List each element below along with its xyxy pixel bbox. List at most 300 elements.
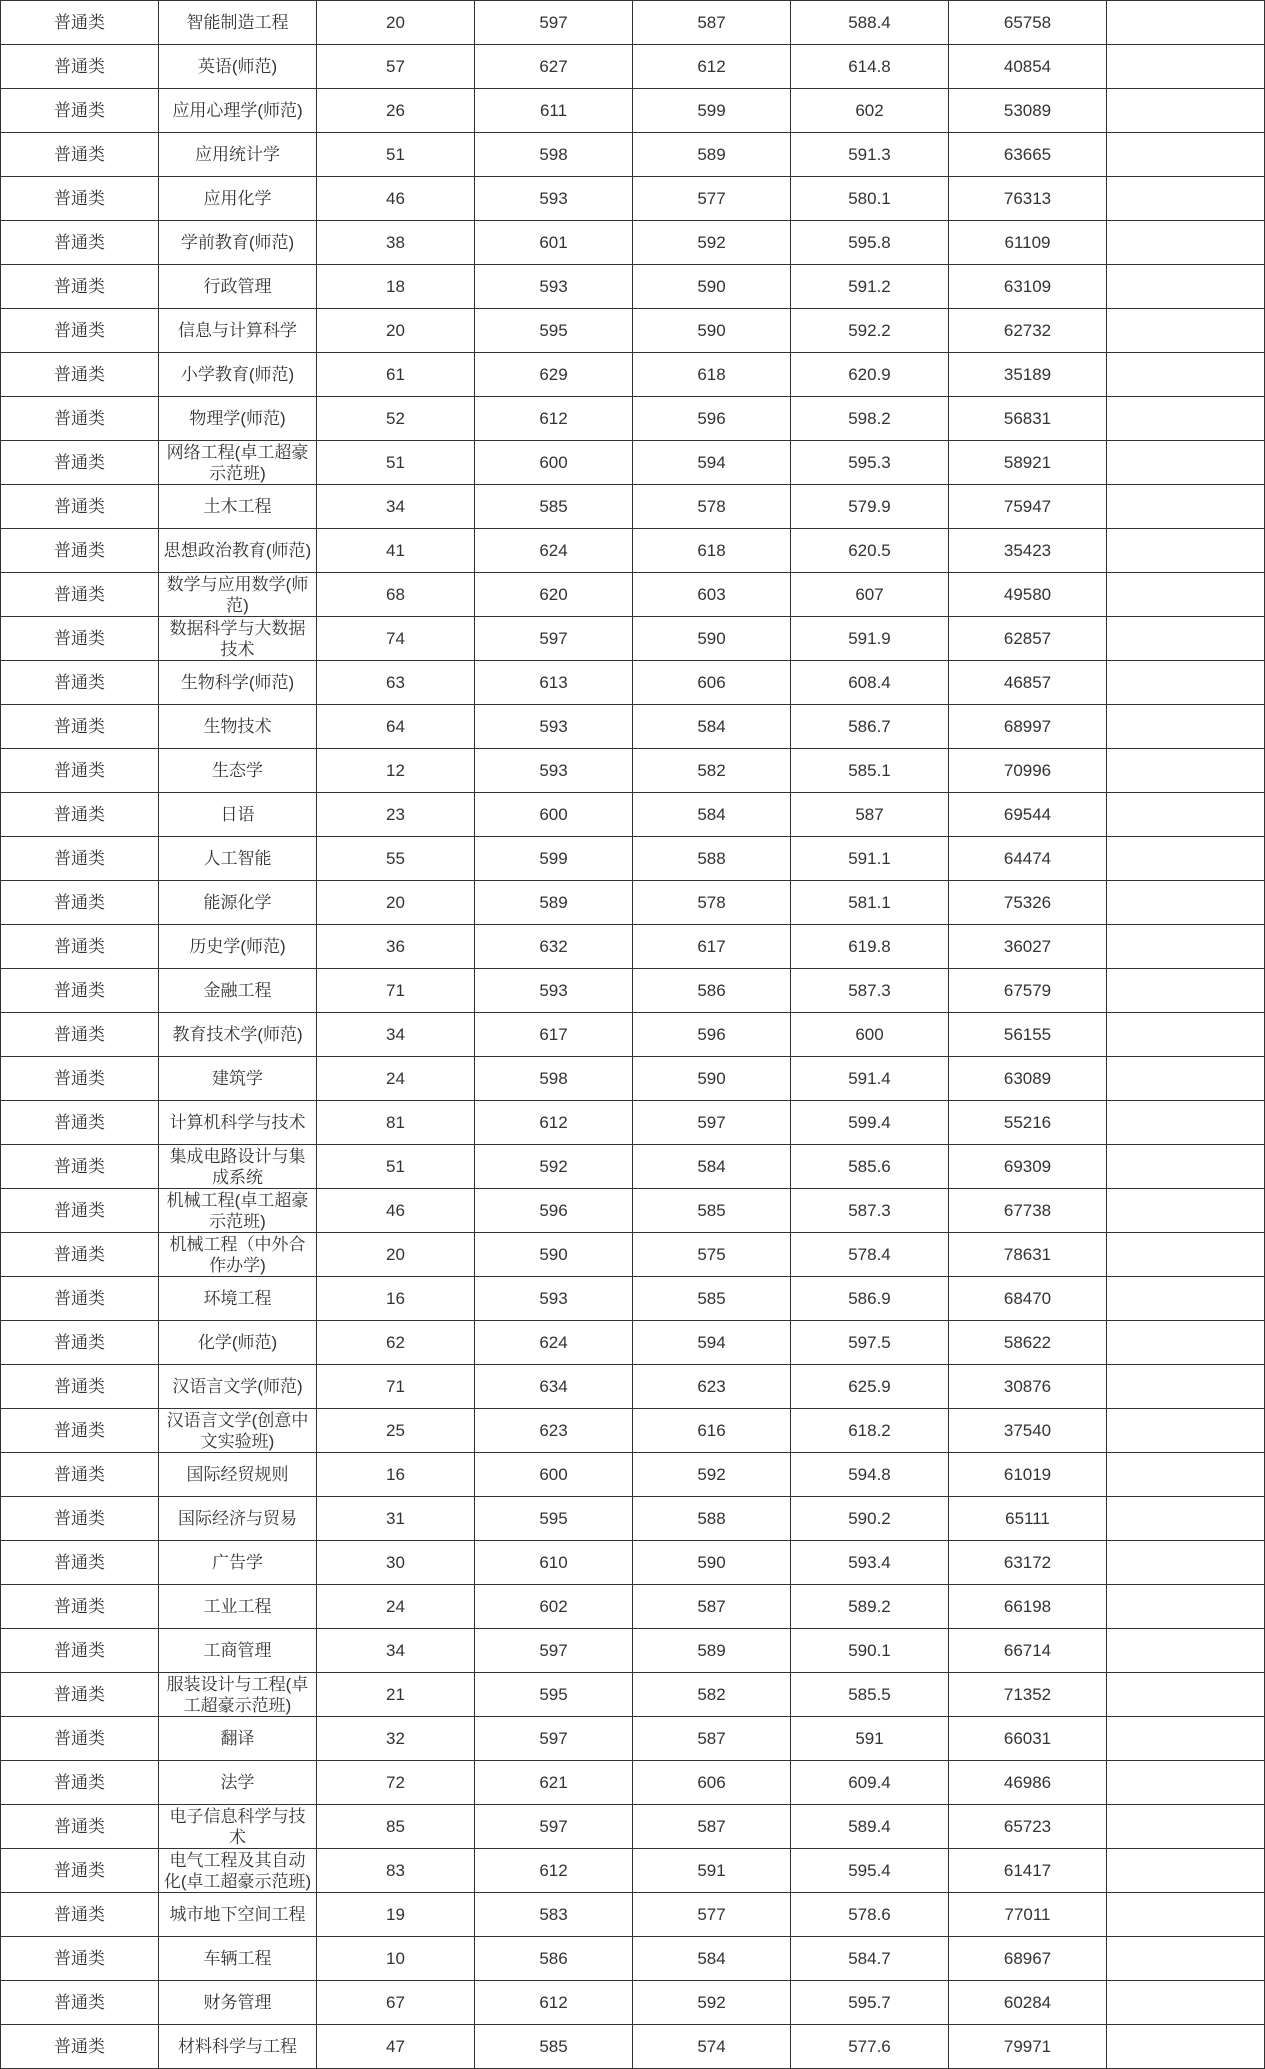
min-rank-cell: 49580: [949, 573, 1107, 617]
max-score-cell: 611: [475, 89, 633, 133]
major-name-cell: 计算机科学与技术: [159, 1101, 317, 1145]
max-score-cell: 598: [475, 1057, 633, 1101]
max-score-cell: 632: [475, 925, 633, 969]
min-score-cell: 592: [633, 1453, 791, 1497]
max-score-cell: 593: [475, 749, 633, 793]
min-score-cell: 592: [633, 221, 791, 265]
avg-score-cell: 588.4: [791, 1, 949, 45]
plan-count-cell: 55: [317, 837, 475, 881]
min-score-cell: 594: [633, 1321, 791, 1365]
plan-count-cell: 62: [317, 1321, 475, 1365]
max-score-cell: 595: [475, 1673, 633, 1717]
max-score-cell: 595: [475, 1497, 633, 1541]
plan-count-cell: 52: [317, 397, 475, 441]
max-score-cell: 585: [475, 2025, 633, 2069]
min-rank-cell: 35189: [949, 353, 1107, 397]
note-cell: [1107, 1365, 1265, 1409]
min-rank-cell: 70996: [949, 749, 1107, 793]
note-cell: [1107, 353, 1265, 397]
min-rank-cell: 68997: [949, 705, 1107, 749]
admission-type-cell: 普通类: [1, 1013, 159, 1057]
max-score-cell: 597: [475, 1805, 633, 1849]
min-score-cell: 590: [633, 617, 791, 661]
plan-count-cell: 26: [317, 89, 475, 133]
note-cell: [1107, 1453, 1265, 1497]
plan-count-cell: 20: [317, 309, 475, 353]
plan-count-cell: 71: [317, 1365, 475, 1409]
min-rank-cell: 40854: [949, 45, 1107, 89]
major-name-cell: 集成电路设计与集成系统: [159, 1145, 317, 1189]
avg-score-cell: 595.7: [791, 1981, 949, 2025]
note-cell: [1107, 617, 1265, 661]
avg-score-cell: 591: [791, 1717, 949, 1761]
major-name-cell: 建筑学: [159, 1057, 317, 1101]
major-name-cell: 教育技术学(师范): [159, 1013, 317, 1057]
max-score-cell: 595: [475, 309, 633, 353]
min-score-cell: 574: [633, 2025, 791, 2069]
admission-type-cell: 普通类: [1, 265, 159, 309]
plan-count-cell: 20: [317, 1, 475, 45]
max-score-cell: 623: [475, 1409, 633, 1453]
min-rank-cell: 30876: [949, 1365, 1107, 1409]
admission-type-cell: 普通类: [1, 1937, 159, 1981]
plan-count-cell: 20: [317, 881, 475, 925]
note-cell: [1107, 2025, 1265, 2069]
avg-score-cell: 585.6: [791, 1145, 949, 1189]
major-name-cell: 生态学: [159, 749, 317, 793]
major-name-cell: 英语(师范): [159, 45, 317, 89]
max-score-cell: 593: [475, 1277, 633, 1321]
min-rank-cell: 61109: [949, 221, 1107, 265]
min-score-cell: 588: [633, 1497, 791, 1541]
plan-count-cell: 57: [317, 45, 475, 89]
note-cell: [1107, 969, 1265, 1013]
note-cell: [1107, 1717, 1265, 1761]
min-score-cell: 587: [633, 1585, 791, 1629]
plan-count-cell: 72: [317, 1761, 475, 1805]
admission-type-cell: 普通类: [1, 1585, 159, 1629]
major-name-cell: 城市地下空间工程: [159, 1893, 317, 1937]
min-rank-cell: 71352: [949, 1673, 1107, 1717]
avg-score-cell: 602: [791, 89, 949, 133]
table-row: [1, 1453, 1265, 1497]
note-cell: [1107, 925, 1265, 969]
plan-count-cell: 34: [317, 485, 475, 529]
min-rank-cell: 37540: [949, 1409, 1107, 1453]
note-cell: [1107, 1585, 1265, 1629]
note-cell: [1107, 1277, 1265, 1321]
min-rank-cell: 53089: [949, 89, 1107, 133]
min-score-cell: 590: [633, 309, 791, 353]
min-score-cell: 587: [633, 1, 791, 45]
table-row: [1, 45, 1265, 89]
note-cell: [1107, 1805, 1265, 1849]
major-name-cell: 日语: [159, 793, 317, 837]
min-rank-cell: 56155: [949, 1013, 1107, 1057]
min-rank-cell: 63109: [949, 265, 1107, 309]
max-score-cell: 592: [475, 1145, 633, 1189]
admission-type-cell: 普通类: [1, 1277, 159, 1321]
max-score-cell: 621: [475, 1761, 633, 1805]
min-score-cell: 584: [633, 1937, 791, 1981]
plan-count-cell: 36: [317, 925, 475, 969]
major-name-cell: 环境工程: [159, 1277, 317, 1321]
major-name-cell: 网络工程(卓工超豪示范班): [159, 441, 317, 485]
plan-count-cell: 68: [317, 573, 475, 617]
major-name-cell: 材料科学与工程: [159, 2025, 317, 2069]
min-score-cell: 612: [633, 45, 791, 89]
max-score-cell: 600: [475, 793, 633, 837]
avg-score-cell: 620.5: [791, 529, 949, 573]
admission-type-cell: 普通类: [1, 133, 159, 177]
major-name-cell: 生物科学(师范): [159, 661, 317, 705]
max-score-cell: 600: [475, 1453, 633, 1497]
note-cell: [1107, 1893, 1265, 1937]
admission-type-cell: 普通类: [1, 705, 159, 749]
avg-score-cell: 580.1: [791, 177, 949, 221]
note-cell: [1107, 1849, 1265, 1893]
max-score-cell: 629: [475, 353, 633, 397]
plan-count-cell: 47: [317, 2025, 475, 2069]
min-rank-cell: 63665: [949, 133, 1107, 177]
admission-type-cell: 普通类: [1, 309, 159, 353]
min-rank-cell: 78631: [949, 1233, 1107, 1277]
admission-type-cell: 普通类: [1, 925, 159, 969]
avg-score-cell: 599.4: [791, 1101, 949, 1145]
major-name-cell: 化学(师范): [159, 1321, 317, 1365]
avg-score-cell: 614.8: [791, 45, 949, 89]
admission-type-cell: 普通类: [1, 661, 159, 705]
avg-score-cell: 590.2: [791, 1497, 949, 1541]
avg-score-cell: 591.1: [791, 837, 949, 881]
min-score-cell: 582: [633, 749, 791, 793]
major-name-cell: 国际经济与贸易: [159, 1497, 317, 1541]
min-score-cell: 584: [633, 705, 791, 749]
min-rank-cell: 66031: [949, 1717, 1107, 1761]
table-row: [1, 1893, 1265, 1937]
admission-type-cell: 普通类: [1, 1365, 159, 1409]
table-row: [1, 925, 1265, 969]
plan-count-cell: 71: [317, 969, 475, 1013]
note-cell: [1107, 1101, 1265, 1145]
max-score-cell: 613: [475, 661, 633, 705]
note-cell: [1107, 1629, 1265, 1673]
min-rank-cell: 76313: [949, 177, 1107, 221]
major-name-cell: 人工智能: [159, 837, 317, 881]
admission-type-cell: 普通类: [1, 1673, 159, 1717]
note-cell: [1107, 529, 1265, 573]
max-score-cell: 610: [475, 1541, 633, 1585]
admission-type-cell: 普通类: [1, 529, 159, 573]
min-rank-cell: 58921: [949, 441, 1107, 485]
note-cell: [1107, 1409, 1265, 1453]
note-cell: [1107, 485, 1265, 529]
note-cell: [1107, 397, 1265, 441]
plan-count-cell: 30: [317, 1541, 475, 1585]
max-score-cell: 597: [475, 617, 633, 661]
note-cell: [1107, 749, 1265, 793]
table-row: [1, 837, 1265, 881]
table-row: [1, 1365, 1265, 1409]
plan-count-cell: 24: [317, 1585, 475, 1629]
min-score-cell: 582: [633, 1673, 791, 1717]
note-cell: [1107, 1981, 1265, 2025]
admission-type-cell: 普通类: [1, 221, 159, 265]
major-name-cell: 机械工程(卓工超豪示范班): [159, 1189, 317, 1233]
admission-type-cell: 普通类: [1, 1409, 159, 1453]
table-row: [1, 1, 1265, 45]
avg-score-cell: 589.2: [791, 1585, 949, 1629]
min-rank-cell: 55216: [949, 1101, 1107, 1145]
avg-score-cell: 619.8: [791, 925, 949, 969]
avg-score-cell: 595.4: [791, 1849, 949, 1893]
major-name-cell: 生物技术: [159, 705, 317, 749]
plan-count-cell: 38: [317, 221, 475, 265]
min-score-cell: 584: [633, 793, 791, 837]
min-rank-cell: 63089: [949, 1057, 1107, 1101]
table-row: [1, 1101, 1265, 1145]
max-score-cell: 590: [475, 1233, 633, 1277]
note-cell: [1107, 1673, 1265, 1717]
table-row: [1, 1233, 1265, 1277]
avg-score-cell: 587.3: [791, 969, 949, 1013]
min-score-cell: 591: [633, 1849, 791, 1893]
note-cell: [1107, 573, 1265, 617]
table-row: [1, 1849, 1265, 1893]
min-score-cell: 587: [633, 1805, 791, 1849]
plan-count-cell: 24: [317, 1057, 475, 1101]
note-cell: [1107, 1233, 1265, 1277]
note-cell: [1107, 1497, 1265, 1541]
table-row: [1, 2025, 1265, 2069]
avg-score-cell: 591.3: [791, 133, 949, 177]
admission-type-cell: 普通类: [1, 1497, 159, 1541]
admission-type-cell: 普通类: [1, 485, 159, 529]
min-rank-cell: 61417: [949, 1849, 1107, 1893]
table-row: [1, 133, 1265, 177]
min-score-cell: 606: [633, 661, 791, 705]
min-rank-cell: 36027: [949, 925, 1107, 969]
avg-score-cell: 594.8: [791, 1453, 949, 1497]
admission-type-cell: 普通类: [1, 749, 159, 793]
note-cell: [1107, 221, 1265, 265]
avg-score-cell: 589.4: [791, 1805, 949, 1849]
avg-score-cell: 577.6: [791, 2025, 949, 2069]
plan-count-cell: 10: [317, 1937, 475, 1981]
max-score-cell: 612: [475, 397, 633, 441]
max-score-cell: 624: [475, 1321, 633, 1365]
min-score-cell: 618: [633, 529, 791, 573]
min-score-cell: 577: [633, 177, 791, 221]
avg-score-cell: 585.1: [791, 749, 949, 793]
admission-type-cell: 普通类: [1, 177, 159, 221]
avg-score-cell: 587.3: [791, 1189, 949, 1233]
admission-type-cell: 普通类: [1, 1145, 159, 1189]
min-rank-cell: 35423: [949, 529, 1107, 573]
avg-score-cell: 591.4: [791, 1057, 949, 1101]
major-name-cell: 智能制造工程: [159, 1, 317, 45]
admission-type-cell: 普通类: [1, 89, 159, 133]
min-rank-cell: 63172: [949, 1541, 1107, 1585]
min-rank-cell: 65758: [949, 1, 1107, 45]
min-score-cell: 589: [633, 133, 791, 177]
min-rank-cell: 75947: [949, 485, 1107, 529]
min-score-cell: 577: [633, 1893, 791, 1937]
min-rank-cell: 61019: [949, 1453, 1107, 1497]
min-rank-cell: 77011: [949, 1893, 1107, 1937]
plan-count-cell: 46: [317, 1189, 475, 1233]
plan-count-cell: 83: [317, 1849, 475, 1893]
avg-score-cell: 607: [791, 573, 949, 617]
table-row: [1, 221, 1265, 265]
table-row: [1, 1409, 1265, 1453]
plan-count-cell: 31: [317, 1497, 475, 1541]
major-name-cell: 应用心理学(师范): [159, 89, 317, 133]
plan-count-cell: 23: [317, 793, 475, 837]
min-rank-cell: 46986: [949, 1761, 1107, 1805]
major-name-cell: 工业工程: [159, 1585, 317, 1629]
admission-type-cell: 普通类: [1, 1321, 159, 1365]
major-name-cell: 财务管理: [159, 1981, 317, 2025]
min-score-cell: 584: [633, 1145, 791, 1189]
min-rank-cell: 68470: [949, 1277, 1107, 1321]
table-row: [1, 1717, 1265, 1761]
avg-score-cell: 609.4: [791, 1761, 949, 1805]
note-cell: [1107, 1937, 1265, 1981]
admission-type-cell: 普通类: [1, 1893, 159, 1937]
plan-count-cell: 34: [317, 1013, 475, 1057]
admission-type-cell: 普通类: [1, 837, 159, 881]
major-name-cell: 应用化学: [159, 177, 317, 221]
admission-type-cell: 普通类: [1, 1453, 159, 1497]
min-rank-cell: 58622: [949, 1321, 1107, 1365]
admission-type-cell: 普通类: [1, 2025, 159, 2069]
table-row: [1, 573, 1265, 617]
major-name-cell: 汉语言文学(创意中文实验班): [159, 1409, 317, 1453]
admission-type-cell: 普通类: [1, 441, 159, 485]
max-score-cell: 612: [475, 1101, 633, 1145]
table-row: [1, 1805, 1265, 1849]
min-rank-cell: 64474: [949, 837, 1107, 881]
min-score-cell: 606: [633, 1761, 791, 1805]
plan-count-cell: 74: [317, 617, 475, 661]
min-rank-cell: 65723: [949, 1805, 1107, 1849]
min-score-cell: 590: [633, 1541, 791, 1585]
plan-count-cell: 25: [317, 1409, 475, 1453]
min-score-cell: 623: [633, 1365, 791, 1409]
avg-score-cell: 591.2: [791, 265, 949, 309]
avg-score-cell: 608.4: [791, 661, 949, 705]
admission-type-cell: 普通类: [1, 1849, 159, 1893]
min-score-cell: 588: [633, 837, 791, 881]
admission-type-cell: 普通类: [1, 1101, 159, 1145]
note-cell: [1107, 133, 1265, 177]
avg-score-cell: 600: [791, 1013, 949, 1057]
table-row: [1, 529, 1265, 573]
max-score-cell: 627: [475, 45, 633, 89]
admission-type-cell: 普通类: [1, 397, 159, 441]
table-row: [1, 969, 1265, 1013]
min-score-cell: 616: [633, 1409, 791, 1453]
table-row: [1, 1629, 1265, 1673]
min-rank-cell: 65111: [949, 1497, 1107, 1541]
plan-count-cell: 61: [317, 353, 475, 397]
plan-count-cell: 32: [317, 1717, 475, 1761]
max-score-cell: 599: [475, 837, 633, 881]
admission-type-cell: 普通类: [1, 1541, 159, 1585]
note-cell: [1107, 309, 1265, 353]
max-score-cell: 612: [475, 1981, 633, 2025]
avg-score-cell: 586.9: [791, 1277, 949, 1321]
plan-count-cell: 51: [317, 441, 475, 485]
avg-score-cell: 620.9: [791, 353, 949, 397]
avg-score-cell: 587: [791, 793, 949, 837]
major-name-cell: 行政管理: [159, 265, 317, 309]
admission-type-cell: 普通类: [1, 353, 159, 397]
plan-count-cell: 41: [317, 529, 475, 573]
min-rank-cell: 66198: [949, 1585, 1107, 1629]
major-name-cell: 车辆工程: [159, 1937, 317, 1981]
min-score-cell: 590: [633, 265, 791, 309]
table-row: [1, 1673, 1265, 1717]
table-body: [1, 1, 1265, 2069]
major-name-cell: 法学: [159, 1761, 317, 1805]
max-score-cell: 598: [475, 133, 633, 177]
note-cell: [1107, 837, 1265, 881]
major-name-cell: 数学与应用数学(师范): [159, 573, 317, 617]
plan-count-cell: 51: [317, 133, 475, 177]
max-score-cell: 597: [475, 1717, 633, 1761]
table-row: [1, 177, 1265, 221]
major-name-cell: 能源化学: [159, 881, 317, 925]
avg-score-cell: 586.7: [791, 705, 949, 749]
table-row: [1, 353, 1265, 397]
plan-count-cell: 85: [317, 1805, 475, 1849]
avg-score-cell: 625.9: [791, 1365, 949, 1409]
admission-type-cell: 普通类: [1, 573, 159, 617]
max-score-cell: 634: [475, 1365, 633, 1409]
admission-type-cell: 普通类: [1, 1233, 159, 1277]
min-rank-cell: 79971: [949, 2025, 1107, 2069]
max-score-cell: 612: [475, 1849, 633, 1893]
note-cell: [1107, 177, 1265, 221]
admission-type-cell: 普通类: [1, 793, 159, 837]
table-row: [1, 661, 1265, 705]
min-rank-cell: 68967: [949, 1937, 1107, 1981]
plan-count-cell: 21: [317, 1673, 475, 1717]
min-rank-cell: 67738: [949, 1189, 1107, 1233]
note-cell: [1107, 705, 1265, 749]
min-score-cell: 586: [633, 969, 791, 1013]
avg-score-cell: 597.5: [791, 1321, 949, 1365]
min-rank-cell: 69544: [949, 793, 1107, 837]
note-cell: [1107, 1761, 1265, 1805]
plan-count-cell: 67: [317, 1981, 475, 2025]
note-cell: [1107, 265, 1265, 309]
max-score-cell: 593: [475, 265, 633, 309]
min-rank-cell: 66714: [949, 1629, 1107, 1673]
table-row: [1, 617, 1265, 661]
plan-count-cell: 12: [317, 749, 475, 793]
plan-count-cell: 64: [317, 705, 475, 749]
table-row: [1, 881, 1265, 925]
major-name-cell: 小学教育(师范): [159, 353, 317, 397]
major-name-cell: 数据科学与大数据技术: [159, 617, 317, 661]
admission-type-cell: 普通类: [1, 1629, 159, 1673]
min-score-cell: 596: [633, 397, 791, 441]
table-row: [1, 1981, 1265, 2025]
table-row: [1, 1189, 1265, 1233]
